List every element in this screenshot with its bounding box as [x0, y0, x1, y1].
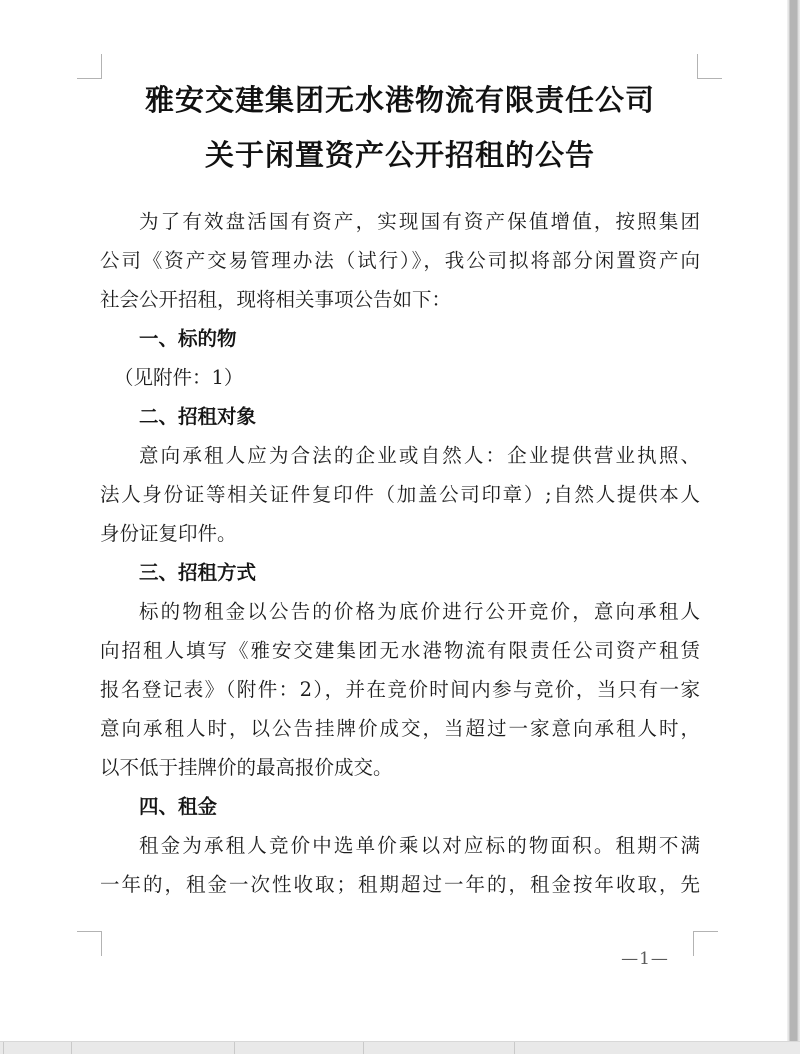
- margin-corner-mark-top-left: [77, 54, 102, 79]
- document-line: 为了有效盘活国有资产，实现国有资产保值增值，按照集团: [139, 210, 700, 233]
- table-column-divider: [363, 1042, 364, 1054]
- page-number: —1—: [621, 949, 669, 969]
- section-heading: 二、招租对象: [139, 405, 257, 428]
- document-line: 租金为承租人竞价中选单价乘以对应标的物面积。租期不满: [139, 834, 700, 857]
- table-column-divider: [234, 1042, 235, 1054]
- document-body: [100, 202, 700, 904]
- table-column-divider: [514, 1042, 515, 1054]
- margin-corner-mark-bottom-left: [77, 931, 102, 956]
- table-column-divider: [3, 1042, 4, 1054]
- table-column-divider: [71, 1042, 72, 1054]
- section-heading: 一、标的物: [139, 327, 237, 350]
- margin-corner-mark-top-right: [697, 54, 722, 79]
- document-line: 标的物租金以公告的价格为底价进行公开竞价，意向承租人: [139, 600, 700, 623]
- margin-corner-mark-bottom-right: [693, 931, 718, 956]
- document-title-line1: 雅安交建集团无水港物流有限责任公司: [144, 83, 655, 117]
- document-line: （见附件：1）: [114, 366, 244, 389]
- document-line: 社会公开招租，现将相关事项公告如下：: [100, 288, 452, 311]
- section-heading: 三、招租方式: [139, 561, 257, 584]
- document-line: 以不低于挂牌价的最高报价成交。: [100, 756, 393, 779]
- document-line: 身份证复印件。: [100, 522, 237, 545]
- document-line: 公司《资产交易管理办法（试行）》，我公司拟将部分闲置资产向: [100, 249, 700, 272]
- vertical-scrollbar[interactable]: [787, 0, 800, 1041]
- document-line: 意向承租人应为合法的企业或自然人：企业提供营业执照、: [139, 444, 700, 467]
- document-line: 一年的，租金一次性收取；租期超过一年的，租金按年收取，先: [100, 873, 700, 896]
- document-line: 意向承租人时，以公告挂牌价成交，当超过一家意向承租人时，: [100, 717, 700, 740]
- section-heading: 四、租金: [139, 795, 218, 818]
- document-line: 向招租人填写《雅安交建集团无水港物流有限责任公司资产租赁: [100, 639, 700, 662]
- document-line: 报名登记表》（附件：2），并在竞价时间内参与竞价，当只有一家: [100, 678, 700, 701]
- next-page-table-top-edge: [0, 1041, 800, 1054]
- document-line: 法人身份证等相关证件复印件（加盖公司印章）;自然人提供本人: [100, 483, 700, 506]
- document-title-line2: 关于闲置资产公开招租的公告: [204, 138, 595, 172]
